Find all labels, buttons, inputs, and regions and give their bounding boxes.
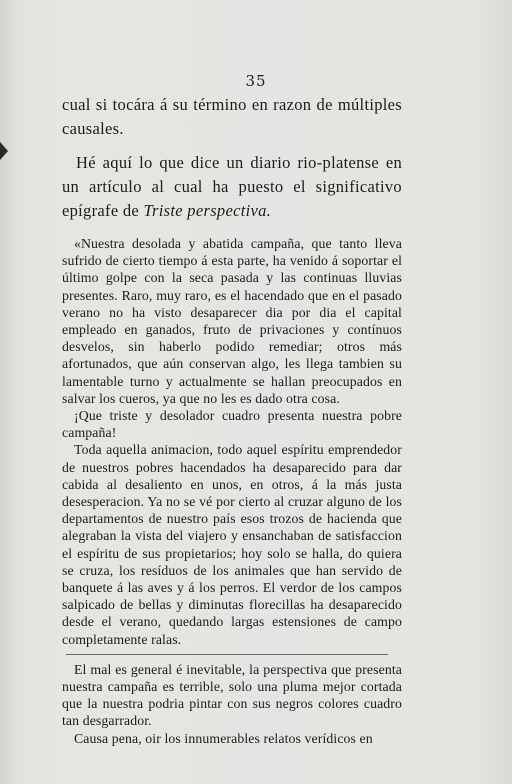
page-number: 35 [245, 72, 267, 90]
quote-paragraph: Toda aquella animacion, todo aquel espíritu emprendedor de nuestros pobres hacendados ha desaparecido para dar cabida al desaliento en unos, en otros, á la más justa desesperacion. Ya no se vé por cierto al cruzar alguno de los departamentos de nuestro país esos trozos de hacienda que alegraban la vista del viajero y ensanchaban de satisfaccion el espíritu de sus propietarios; hoy solo se halla, do quiera se cruza, los resíduos de los animales que han servido de banquete á las aves y á los perros. El verdor de los campos salpicado de bellas y diminutas florecillas ha desaparecido desde el verano, quedando largas estensiones de campo completamente ralas. [62, 442, 402, 647]
paragraph-continuation: cual si tocára á su término en razon de múltiples causales. [62, 95, 402, 138]
paragraph-intro [62, 151, 402, 223]
body-text [62, 93, 402, 747]
page-edge-mark [0, 142, 8, 160]
paragraph: El mal es general é inevitable, la perspectiva que presenta nuestra campaña es terrible, solo una pluma mejor cortada que la nuestra podria pintar con sus negros colores cuadro tan desgarrador. [62, 661, 402, 729]
paragraph: Causa pena, oir los innumerables relatos verídicos en [74, 730, 373, 746]
quote-paragraph: ¡Que triste y desolador cuadro presenta nuestra pobre campaña! [62, 408, 402, 441]
epigraph-title: Triste perspectiva. [143, 201, 272, 220]
quote-paragraph: «Nuestra desolada y abatida campaña, que tanto lleva sufrido de cierto tiempo á esta parte, ha venido á soportar el último golpe con la seca pasada y las continuas lluvias presentes. Raro, muy raro, es el hacendado que en el pasado verano no ha visto desaparecer dia por dia el capital empleado en ganados, fruto de privaciones y contínuos desvelos, sin haberlo podido remediar; otros más afortunados, que aún conservan algo, les llega tambien su lamentable turno y actualmente se hallan preocupados en salvar los cueros, ya que no les es dado otra cosa. [62, 236, 402, 406]
paragraph-intro-text: Hé aquí lo que dice un diario rio-platense en un artículo al cual ha puesto el significativo epígrafe de [62, 153, 402, 220]
section-divider [66, 654, 388, 655]
